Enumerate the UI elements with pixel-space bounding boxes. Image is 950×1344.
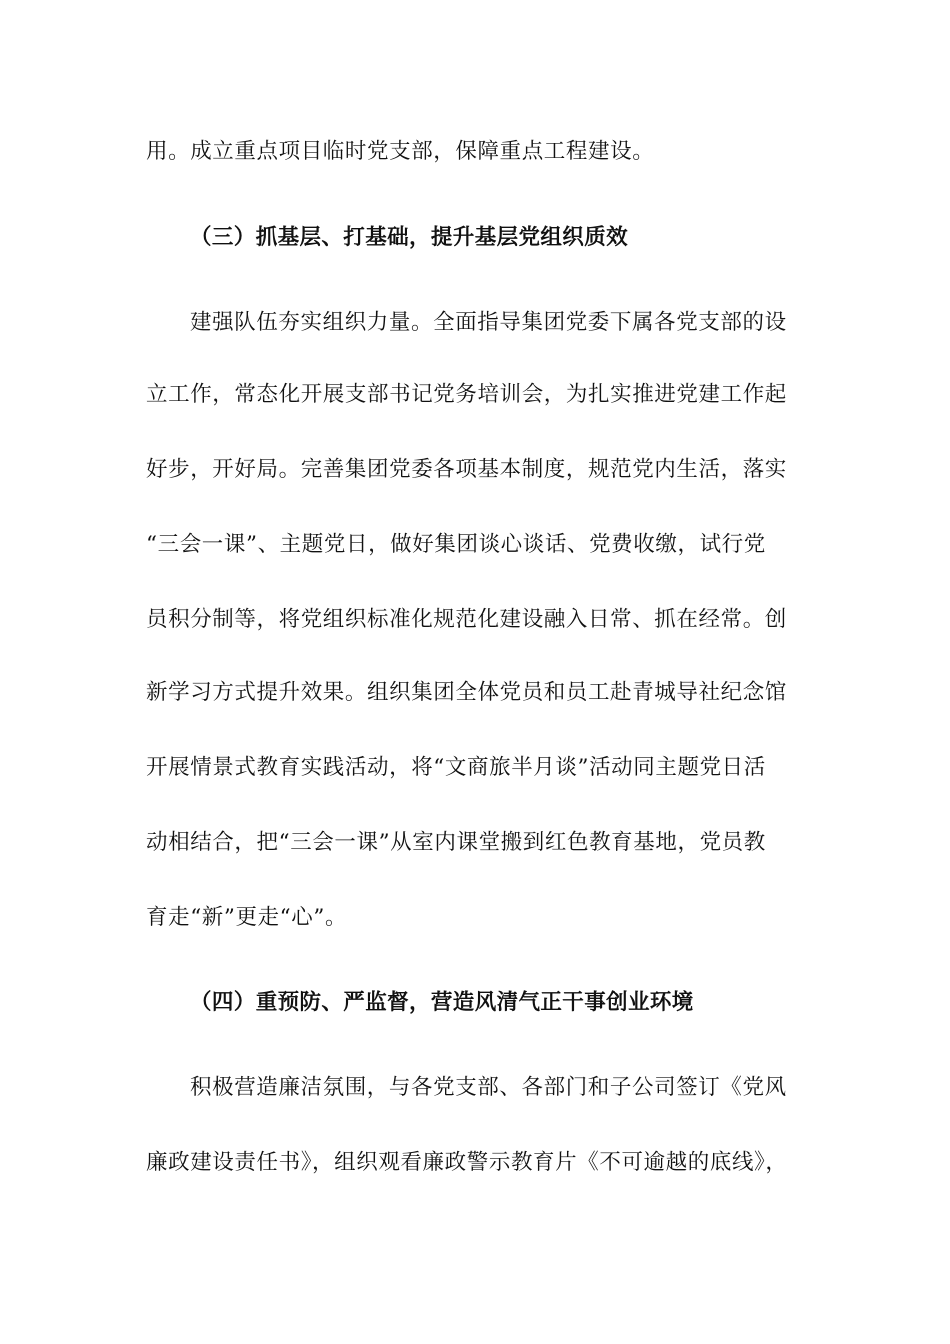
text-line: “三会一课”、主题党日，做好集团谈心谈话、党费收缴，试行党: [146, 532, 766, 557]
text-line: 开展情景式教育实践活动，将“文商旅半月谈”活动同主题党日活: [146, 755, 766, 780]
text-line: 动相结合，把“三会一课”从室内课堂搬到红色教育基地，党员教: [146, 830, 766, 855]
section-heading-3: （三）抓基层、打基础，提升基层党组织质效: [190, 225, 629, 250]
text-line: 用。成立重点项目临时党支部，保障重点工程建设。: [146, 139, 655, 164]
text-line: 员积分制等，将党组织标准化规范化建设融入日常、抓在经常。创: [146, 607, 787, 632]
text-line: 建强队伍夯实组织力量。全面指导集团党委下属各党支部的设: [190, 310, 787, 335]
text-line: 立工作，常态化开展支部书记党务培训会，为扎实推进党建工作起: [146, 382, 787, 407]
text-line: 新学习方式提升效果。组织集团全体党员和员工赴青城导社纪念馆: [146, 680, 787, 705]
text-line: 好步，开好局。完善集团党委各项基本制度，规范党内生活，落实: [146, 457, 787, 482]
text-line: 积极营造廉洁氛围，与各党支部、各部门和子公司签订《党风: [190, 1075, 787, 1100]
text-line: 廉政建设责任书》，组织观看廉政警示教育片《不可逾越的底线》，: [146, 1150, 788, 1175]
text-line: 育走“新”更走“心”。: [146, 905, 348, 930]
section-heading-4: （四）重预防、严监督，营造风清气正干事创业环境: [190, 990, 694, 1015]
